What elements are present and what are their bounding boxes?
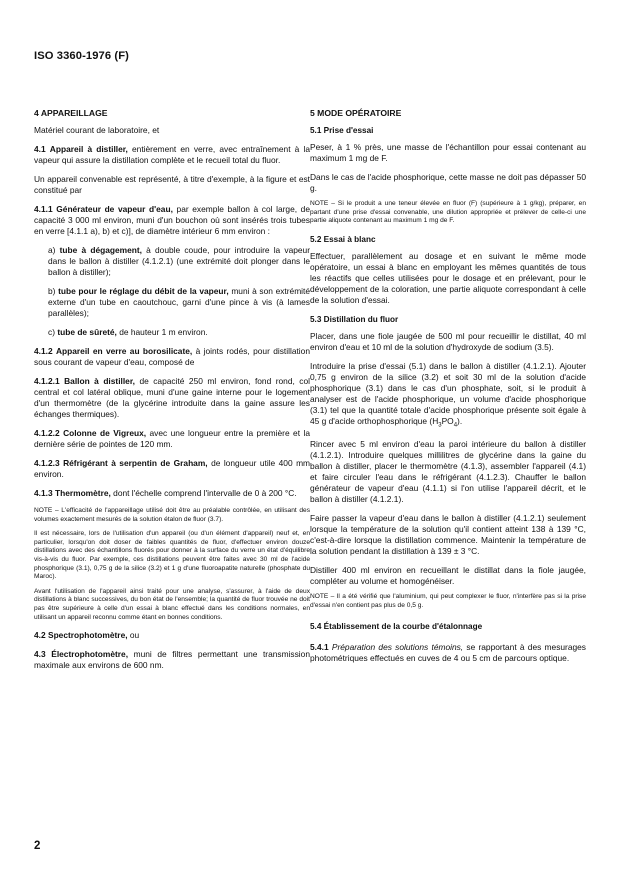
section-4-title: 4 APPAREILLAGE bbox=[34, 108, 108, 118]
clause-4-2: 4.2 Spectrophotomètre, ou bbox=[34, 630, 140, 641]
left-column bbox=[34, 108, 310, 679]
section-4-intro: Matériel courant de laboratoire, et bbox=[34, 125, 160, 135]
clause-4-1-2: 4.1.2 Appareil en verre au borosilicate, à joints rodés, pour distillation sous courant de vapeur d'eau, composé de bbox=[34, 346, 310, 367]
clause-4-3: 4.3 Électrophotomètre, muni de filtres permettant une transmission maximale aux environs de 600 nm. bbox=[34, 649, 310, 671]
clause-5-3-title: 5.3 Distillation du fluor bbox=[310, 314, 399, 324]
clause-5-3-para3: Rincer avec 5 ml environ d'eau la paroi intérieure du ballon à distiller (4.1.2.1). Introduire quelques millilitres de glycérine dans la gaine du ballon à distiller, placer le thermomètre (4.1.3), assembler l'appareil (4.1) et faire circuler l'eau dans le réfrigérant (4.1.2.3). Chauffer le ballon générateur de vapeur d'eau (4.1.1) si l'on utilise l'appareil décrit, et le ballon à distiller (4.1.2.1). bbox=[310, 439, 586, 505]
clause-5-4-1: 5.4.1 Préparation des solutions témoins, se rapportant à des mesurages photométriques effectués en cuves de 4 ou 5 cm de parcours optique. bbox=[310, 641, 586, 663]
clause-5-1-para1: Peser, à 1 % près, une masse de l'échantillon pour essai contenant au maximum 1 mg de F. bbox=[310, 142, 586, 163]
item-c: c) tube de sûreté, de hauteur 1 m environ. bbox=[48, 327, 208, 337]
clause-5-4-title: 5.4 Établissement de la courbe d'étalonnage bbox=[310, 621, 483, 631]
clause-5-3-para5: Distiller 400 ml environ en recueillant le distillat dans la fiole jaugée, compléter au volume et homogénéiser. bbox=[310, 565, 586, 587]
clause-4-1-2-1: 4.1.2.1 Ballon à distiller, de capacité 250 ml environ, fond rond, col central et col latéral oblique, muni d'une gaine interne pour le logement d'un thermomètre (de la glycérine introduite dans la gaine assure les échanges thermiques). bbox=[34, 376, 310, 419]
clause-5-3-para4: Faire passer la vapeur d'eau dans le ballon à distiller (4.1.2.1) seulement lorsque la température de la solution qu'il contient atteint 138 à 139 °C, c'est-à-dire lorsque la distillation commence. Maintenir la température de la solution pendant la distillation à 139 ± 3 °C. bbox=[310, 513, 586, 557]
clause-5-2-para1: Effectuer, parallèlement au dosage et en suivant le même mode opératoire, un essai à blanc en employant les mêmes quantités de tous les réactifs que celles utilisées pour le dosage et en prélevant, pour le développement de la coloration, une partie aliquote correspondant à celle de la solution d'essai. bbox=[310, 250, 586, 305]
clause-5-3-para2: Introduire la prise d'essai (5.1) dans le ballon à distiller (4.1.2.1). Ajouter 0,75 g environ de la silice (3.2) et soit 30 ml de la solution d'acide phosphorique (3.1) dans le cas d'un phosphate, soit, si le produit à analyser est de l'acide phosphorique, un volume d'acide phosphorique (3.1) tel que la quantité totale d'acide phosphorique présente soit égale à 45 g d'acide orthophosphorique $(H_3PO_4)$. bbox=[310, 360, 586, 429]
item-a: a) tube à dégagement, à double coude, pour introduire la vapeur dans le ballon à distiller (4.1.2.1) (une extrémité doit plonger dans le ballon à distiller); bbox=[48, 245, 311, 277]
right-column bbox=[310, 108, 586, 672]
clause-5-1-para2: Dans le cas de l'acide phosphorique, cette masse ne doit pas dépasser 50 g. bbox=[310, 172, 586, 193]
clause-4-1-3: 4.1.3 Thermomètre, dont l'échelle comprend l'intervalle de 0 à 200 °C. bbox=[34, 488, 297, 498]
document-header: ISO 3360-1976 (F) bbox=[34, 50, 129, 62]
clause-5-1-title: 5.1 Prise d'essai bbox=[310, 126, 374, 135]
page-number: 2 bbox=[34, 840, 41, 852]
clause-5-2-title: 5.2 Essai à blanc bbox=[310, 234, 376, 244]
note-prise-essai: NOTE – Si le produit a une teneur élevée en fluor (F) (supérieure à 1 g/kg), préparer, en partant d'une prise d'essai convenable, une dilution appropriée et prélever de celle-ci une partie aliquote contenant au maximum 1 mg de F. bbox=[310, 200, 586, 225]
item-b: b) tube pour le réglage du débit de la vapeur, muni à son extrémité externe d'un tube en caoutchouc, garni d'une pince à vis (à lames parallèles); bbox=[48, 286, 311, 318]
clause-4-1-2-2: 4.1.2.2 Colonne de Vigreux, avec une longueur entre la première et la dernière série de pointes de 120 mm. bbox=[34, 428, 310, 449]
clause-4-1-para2: Un appareil convenable est représenté, à titre d'exemple, à la figure et est constitué par bbox=[34, 174, 310, 195]
clause-5-3-para1: Placer, dans une fiole jaugée de 500 ml pour recueillir le distillat, 40 ml environ d'eau et 10 ml de la solution d'hydroxyde de sodium (3.5). bbox=[310, 330, 586, 352]
clause-4-1-1: 4.1.1 Générateur de vapeur d'eau, par exemple ballon à col large, de capacité 3 000 ml environ, muni d'un bouchon où sont insérés trois tubes en verre [4.1.1 a), b) et c)], de diamètre intérieur 6 mm environ : bbox=[34, 204, 310, 236]
note-distillations: Il est nécessaire, lors de l'utilisation d'un appareil (ou d'un élément d'appareil) neuf et, en particulier, lorsqu'on doit doser de faibles quantités de fluor, d'effectuer environ douze distillations avec des échantillons fluorés pour donner à la surface du verre un état d'équilibre vis-à-vis du fluor. Par exemple, ces distillations peuvent être faites avec 30 ml de l'acide phosphorique (3.1), 0,75 g de la silice (3.2) et 1 g d'une fluoroapatite naturelle (phosphate du Maroc). bbox=[34, 530, 310, 581]
note-efficacite: NOTE – L'efficacité de l'appareillage utilisé doit être au préalable contrôlée, en utilisant des volumes exactement mesurés de la solution étalon de fluor (3.7). bbox=[34, 507, 310, 523]
clause-4-1-2-3: 4.1.2.3 Réfrigérant à serpentin de Graham, de longueur utile 400 mm environ. bbox=[34, 458, 311, 479]
note-essai-blanc: Avant l'utilisation de l'appareil ainsi traité pour une analyse, s'assurer, à l'aide de deux distillations à blanc successives, du bon état de l'ensemble; la quantité de fluor trouvée ne doit pas être supérieure à celle d'un essai à blanc effectué dans les conditions normales, en utilisant un appareil reconnu comme étant en bonnes conditions. bbox=[34, 587, 310, 621]
note-aluminium: NOTE – Il a été vérifié que l'aluminium, qui peut complexer le fluor, n'interfère pas si la prise d'essai n'en contient pas plus de 0,5 g. bbox=[310, 593, 586, 610]
section-5-title: 5 MODE OPÉRATOIRE bbox=[310, 108, 402, 118]
clause-4-1: 4.1 Appareil à distiller, entièrement en verre, avec entraînement à la vapeur qui assure la distillation complète et le recueil total du fluor. bbox=[34, 144, 310, 165]
